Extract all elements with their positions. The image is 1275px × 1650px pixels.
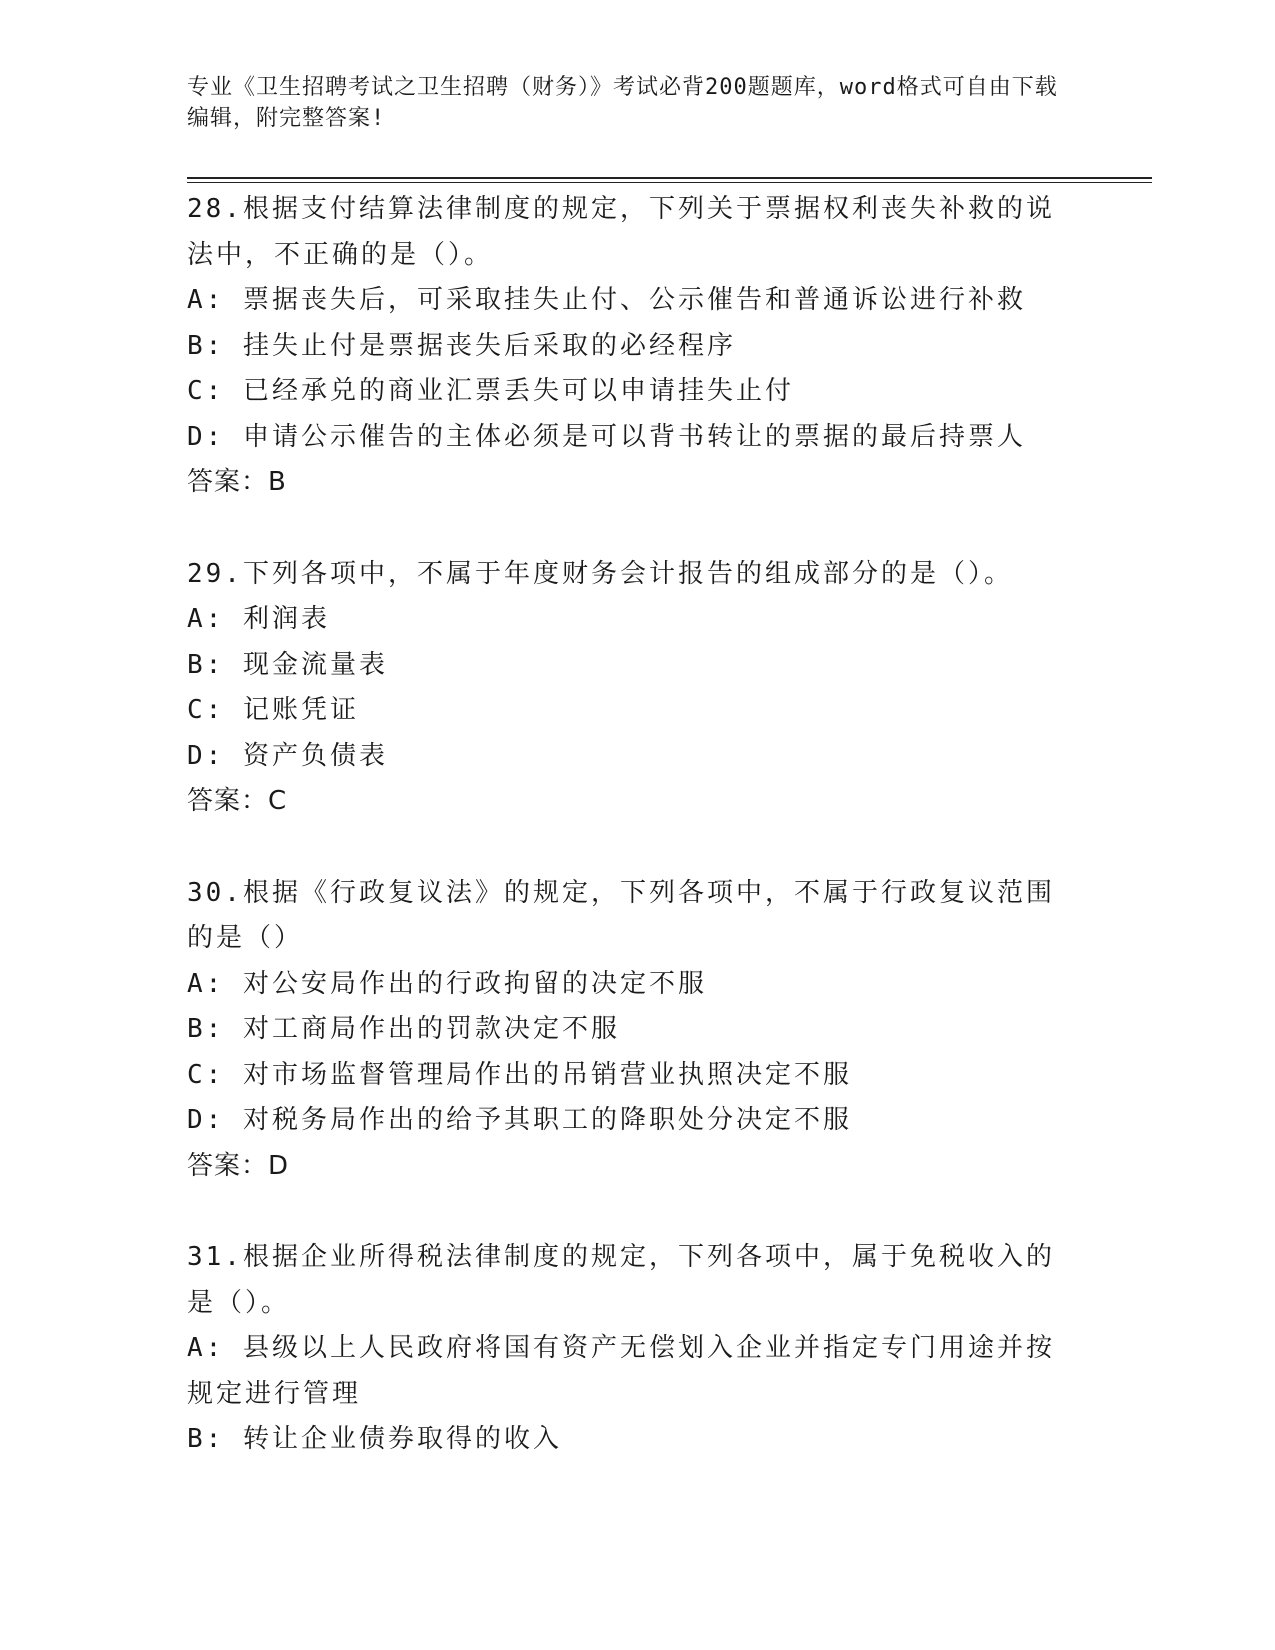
option-a: A: 县级以上人民政府将国有资产无偿划入企业并指定专门用途并按规定进行管理 [187, 1333, 1055, 1409]
question-stem: 29.下列各项中，不属于年度财务会计报告的组成部分的是（）。 [187, 558, 1013, 589]
option-b: B: 现金流量表 [187, 649, 388, 680]
document-header: 专业《卫生招聘考试之卫生招聘（财务）》考试必背200题题库，word格式可自由下载编辑，附完整答案! [187, 75, 1058, 131]
option-a: A: 利润表 [187, 604, 330, 634]
header-divider-thin [187, 182, 1152, 183]
question-28 [187, 187, 1077, 506]
option-b: B: 对工商局作出的罚款决定不服 [187, 1014, 620, 1044]
option-b: B: 转让企业债券取得的收入 [187, 1424, 562, 1454]
option-c: C: 已经承兑的商业汇票丢失可以申请挂失止付 [187, 376, 794, 406]
option-d: D: 对税务局作出的给予其职工的降职处分决定不服 [187, 1105, 852, 1135]
question-31 [187, 1235, 1077, 1463]
option-c: C: 记账凭证 [187, 695, 359, 725]
answer-label: 答案：D [187, 1150, 290, 1181]
option-b: B: 挂失止付是票据丧失后采取的必经程序 [187, 330, 736, 361]
option-a: A: 票据丧失后，可采取挂失止付、公示催告和普通诉讼进行补救 [187, 285, 1026, 315]
answer-label: 答案：B [187, 467, 287, 497]
option-d: D: 申请公示催告的主体必须是可以背书转让的票据的最后持票人 [187, 421, 1026, 452]
option-d: D: 资产负债表 [187, 740, 388, 771]
question-stem: 28.根据支付结算法律制度的规定，下列关于票据权利丧失补救的说法中，不正确的是（）。 [187, 194, 1055, 270]
question-list [187, 187, 1077, 1509]
option-a: A: 对公安局作出的行政拘留的决定不服 [187, 968, 707, 999]
question-stem: 31.根据企业所得税法律制度的规定，下列各项中，属于免税收入的是（）。 [187, 1242, 1055, 1318]
option-c: C: 对市场监督管理局作出的吊销营业执照决定不服 [187, 1059, 852, 1090]
header-divider-thick [187, 177, 1152, 179]
answer-label: 答案：C [187, 786, 288, 816]
question-stem: 30.根据《行政复议法》的规定，下列各项中，不属于行政复议范围的是（） [187, 877, 1055, 953]
question-29 [187, 552, 1077, 825]
question-30 [187, 871, 1077, 1190]
